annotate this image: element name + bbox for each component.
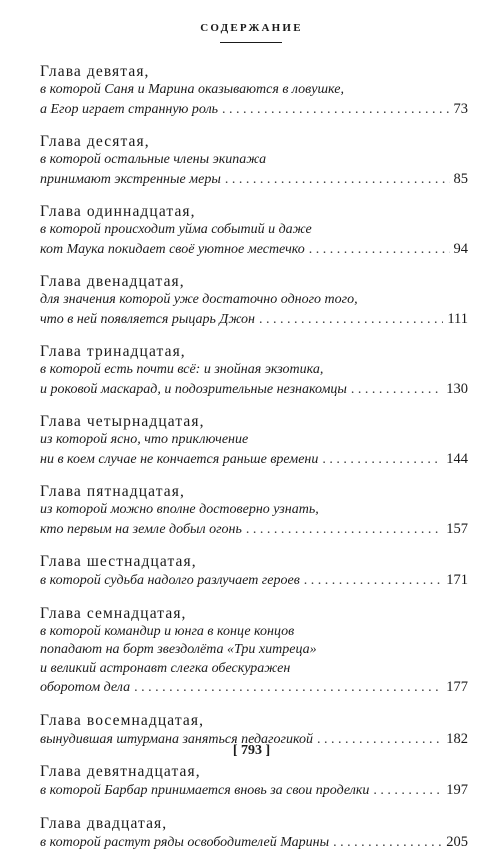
dot-leader [259,311,443,330]
chapter-final-line [40,100,468,120]
dot-leader [246,521,442,540]
page-ref: 171 [446,572,468,588]
chapter-title: Глава девятая, [40,63,150,80]
page-number: [ 793 ] [232,743,271,758]
chapter-final-line [40,678,468,698]
chapter-final-line [40,833,468,853]
chapter-subtitle-line: вынудившая штурмана заняться педагогикой [40,731,313,747]
dot-leader [222,101,449,120]
dot-leader [304,572,442,591]
chapter-subtitle-line: оборотом дела [40,680,131,695]
toc-entry [40,482,468,539]
toc-entry [40,342,468,399]
dot-leader [225,171,450,190]
chapter-title: Глава восемнадцатая, [40,711,205,729]
dot-leader [322,451,442,470]
page-ref: 111 [447,310,468,327]
chapter-title: Глава десятая, [40,133,150,150]
chapter-subtitle-line: в которой Саня и Марина оказываются в ловушке, [40,82,344,97]
toc-entry [40,412,468,469]
chapter-title: Глава семнадцатая, [40,604,187,622]
chapter-subtitle-line: в которой есть почти всё: и знойная экзотика, [40,362,324,377]
chapter-subtitle-line: кот Маука покидает своё уютное местечко [40,241,305,257]
chapter-title: Глава пятнадцатая, [40,483,185,500]
chapter-subtitle-line: из которой ясно, что приключение [40,432,249,447]
page-ref: 197 [446,782,468,798]
page-ref: 157 [446,520,468,537]
page-ref: 130 [446,380,468,397]
chapter-subtitle-line: а Егор играет странную роль [40,101,219,117]
chapter-subtitle-line: в которой Барбар принимается вновь за свои проделки [40,783,370,798]
chapter-subtitle-line: и великий астронавт слегка обескуражен [40,660,291,676]
page-ref: 144 [446,450,468,467]
chapter-subtitle-line: ни в коем случае не кончается раньше времени [40,451,319,467]
chapter-subtitle-line: принимают экстренные меры [40,171,221,187]
chapter-final-line [40,170,468,190]
dot-leader [134,679,442,698]
toc-entry [40,202,468,259]
dot-leader [351,381,442,400]
chapter-title: Глава одиннадцатая, [40,203,196,220]
chapter-subtitle-line: что в ней появляется рыцарь Джон [40,311,255,327]
chapter-subtitle-line: в которой растут ряды освободителей Марины [40,834,330,850]
chapter-final-line [40,571,468,591]
dot-leader [333,834,442,853]
toc-entry [40,762,468,801]
toc-entry [40,62,468,119]
page-ref: 73 [453,100,468,117]
toc-entry [40,552,468,591]
chapter-final-line [40,310,468,330]
toc-entry [40,604,468,698]
toc-entry [40,272,468,329]
header-rule [220,42,282,43]
chapter-subtitle-line: кто первым на земле добыл огонь [40,521,242,537]
chapter-subtitle-line: и роковой маскарад, и подозрительные незнакомцы [40,381,347,397]
chapter-final-line [40,450,468,470]
page-ref: 177 [446,679,468,695]
chapter-title: Глава тринадцатая, [40,343,186,360]
page-ref: 94 [453,240,468,257]
chapter-final-line [40,781,468,801]
chapter-final-line [40,240,468,260]
chapter-final-line [40,380,468,400]
chapter-subtitle-line: в которой командир и юнга в конце концов [40,623,295,639]
chapter-title: Глава четырнадцатая, [40,413,205,430]
dot-leader [373,782,442,801]
page-ref: 205 [446,833,468,850]
page-ref: 182 [446,730,468,747]
dot-leader [309,241,450,260]
chapter-final-line [40,520,468,540]
toc-entry [40,814,468,853]
chapter-subtitle-line: в которой судьба надолго разлучает героев [40,573,300,588]
toc-entry [40,132,468,189]
page-ref: 85 [453,170,468,187]
chapter-title: Глава двадцатая, [40,814,168,832]
chapter-subtitle-line: для значения которой уже достаточно одного того, [40,292,358,307]
chapter-subtitle-line: попадают на борт звездолёта «Три хитреца» [40,642,317,657]
chapter-title: Глава двенадцатая, [40,273,185,290]
chapter-subtitle-line: в которой остальные члены экипажа [40,152,267,167]
page-header: СОДЕРЖАНИЕ [200,22,303,34]
chapter-subtitle-line: в которой происходит уйма событий и даже [40,222,312,237]
chapter-subtitle-line: из которой можно вполне достоверно узнать, [40,502,319,517]
chapter-title: Глава девятнадцатая, [40,763,201,780]
chapter-title: Глава шестнадцатая, [40,553,197,570]
